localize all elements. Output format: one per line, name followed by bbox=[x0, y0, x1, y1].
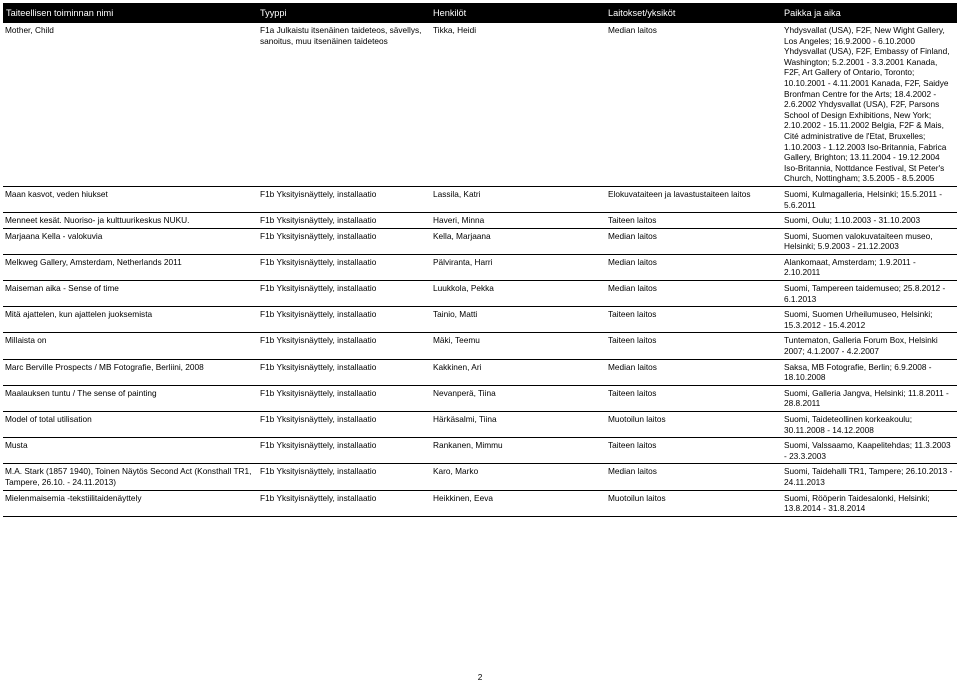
cell-person: Karo, Marko bbox=[430, 464, 605, 490]
cell-type: F1b Yksityisnäyttely, installaatio bbox=[257, 213, 430, 229]
cell-type: F1b Yksityisnäyttely, installaatio bbox=[257, 307, 430, 333]
cell-person: Härkäsalmi, Tiina bbox=[430, 412, 605, 438]
cell-name: Melkweg Gallery, Amsterdam, Netherlands 2011 bbox=[3, 254, 257, 280]
cell-place-time: Suomi, Tampereen taidemuseo; 25.8.2012 - 6.1.2013 bbox=[781, 281, 957, 307]
header-place-time: Paikka ja aika bbox=[781, 3, 957, 23]
cell-unit: Median laitos bbox=[605, 281, 781, 307]
activity-table-container bbox=[3, 3, 957, 517]
table-row bbox=[3, 464, 957, 490]
cell-unit: Median laitos bbox=[605, 23, 781, 186]
cell-unit: Taiteen laitos bbox=[605, 213, 781, 229]
cell-person: Rankanen, Mimmu bbox=[430, 438, 605, 464]
table-row bbox=[3, 359, 957, 385]
cell-unit: Elokuvataiteen ja lavastustaiteen laitos bbox=[605, 186, 781, 212]
cell-person: Kakkinen, Ari bbox=[430, 359, 605, 385]
cell-type: F1b Yksityisnäyttely, installaatio bbox=[257, 438, 430, 464]
cell-person: Nevanperä, Tiina bbox=[430, 385, 605, 411]
cell-name: Maan kasvot, veden hiukset bbox=[3, 186, 257, 212]
table-body bbox=[3, 23, 957, 516]
cell-place-time: Saksa, MB Fotografie, Berlin; 6.9.2008 - 18.10.2008 bbox=[781, 359, 957, 385]
cell-place-time: Alankomaat, Amsterdam; 1.9.2011 - 2.10.2011 bbox=[781, 254, 957, 280]
header-units: Laitokset/yksiköt bbox=[605, 3, 781, 23]
header-type: Tyyppi bbox=[257, 3, 430, 23]
cell-person: Kella, Marjaana bbox=[430, 228, 605, 254]
table-row bbox=[3, 281, 957, 307]
cell-unit: Median laitos bbox=[605, 464, 781, 490]
cell-name: Mitä ajattelen, kun ajattelen juoksemista bbox=[3, 307, 257, 333]
cell-place-time: Suomi, Suomen valokuvataiteen museo, Helsinki; 5.9.2003 - 21.12.2003 bbox=[781, 228, 957, 254]
cell-unit: Taiteen laitos bbox=[605, 333, 781, 359]
cell-name: Maalauksen tuntu / The sense of painting bbox=[3, 385, 257, 411]
table-row bbox=[3, 490, 957, 516]
cell-place-time: Tuntematon, Galleria Forum Box, Helsinki 2007; 4.1.2007 - 4.2.2007 bbox=[781, 333, 957, 359]
cell-unit: Median laitos bbox=[605, 254, 781, 280]
cell-person: Haveri, Minna bbox=[430, 213, 605, 229]
cell-name: Menneet kesät. Nuoriso- ja kulttuurikeskus NUKU. bbox=[3, 213, 257, 229]
cell-name: M.A. Stark (1857 1940), Toinen Näytös Second Act (Konsthall TR1, Tampere, 26.10. - 24.11.2013) bbox=[3, 464, 257, 490]
cell-type: F1b Yksityisnäyttely, installaatio bbox=[257, 254, 430, 280]
cell-place-time: Suomi, Taidehalli TR1, Tampere; 26.10.2013 - 24.11.2013 bbox=[781, 464, 957, 490]
cell-place-time: Suomi, Taideteollinen korkeakoulu; 30.11.2008 - 14.12.2008 bbox=[781, 412, 957, 438]
cell-type: F1b Yksityisnäyttely, installaatio bbox=[257, 333, 430, 359]
cell-type: F1b Yksityisnäyttely, installaatio bbox=[257, 490, 430, 516]
cell-name: Marjaana Kella - valokuvia bbox=[3, 228, 257, 254]
cell-unit: Median laitos bbox=[605, 228, 781, 254]
cell-type: F1b Yksityisnäyttely, installaatio bbox=[257, 385, 430, 411]
cell-name: Mielenmaisemia -tekstiilitaidenäyttely bbox=[3, 490, 257, 516]
cell-place-time: Suomi, Rööperin Taidesalonki, Helsinki; 13.8.2014 - 31.8.2014 bbox=[781, 490, 957, 516]
table-row bbox=[3, 23, 957, 186]
cell-type: F1b Yksityisnäyttely, installaatio bbox=[257, 186, 430, 212]
cell-name: Maiseman aika - Sense of time bbox=[3, 281, 257, 307]
table-row bbox=[3, 412, 957, 438]
cell-person: Luukkola, Pekka bbox=[430, 281, 605, 307]
activity-table bbox=[3, 3, 957, 517]
cell-person: Lassila, Katri bbox=[430, 186, 605, 212]
table-row bbox=[3, 307, 957, 333]
cell-type: F1b Yksityisnäyttely, installaatio bbox=[257, 412, 430, 438]
cell-person: Mäki, Teemu bbox=[430, 333, 605, 359]
table-row bbox=[3, 213, 957, 229]
cell-person: Pälviranta, Harri bbox=[430, 254, 605, 280]
cell-place-time: Suomi, Galleria Jangva, Helsinki; 11.8.2011 - 28.8.2011 bbox=[781, 385, 957, 411]
cell-type: F1a Julkaistu itsenäinen taideteos, sävellys, sanoitus, muu itsenäinen taideteos bbox=[257, 23, 430, 186]
table-row bbox=[3, 186, 957, 212]
cell-type: F1b Yksityisnäyttely, installaatio bbox=[257, 359, 430, 385]
cell-name: Musta bbox=[3, 438, 257, 464]
cell-place-time: Suomi, Suomen Urheilumuseo, Helsinki; 15.3.2012 - 15.4.2012 bbox=[781, 307, 957, 333]
cell-place-time: Suomi, Valssaamo, Kaapelitehdas; 11.3.2003 - 23.3.2003 bbox=[781, 438, 957, 464]
cell-name: Marc Berville Prospects / MB Fotografie, Berliini, 2008 bbox=[3, 359, 257, 385]
header-name: Taiteellisen toiminnan nimi bbox=[3, 3, 257, 23]
header-persons: Henkilöt bbox=[430, 3, 605, 23]
cell-person: Heikkinen, Eeva bbox=[430, 490, 605, 516]
cell-type: F1b Yksityisnäyttely, installaatio bbox=[257, 228, 430, 254]
cell-name: Model of total utilisation bbox=[3, 412, 257, 438]
cell-unit: Median laitos bbox=[605, 359, 781, 385]
cell-name: Mother, Child bbox=[3, 23, 257, 186]
cell-name: Millaista on bbox=[3, 333, 257, 359]
table-row bbox=[3, 254, 957, 280]
cell-person: Tikka, Heidi bbox=[430, 23, 605, 186]
page-number: 2 bbox=[477, 672, 483, 682]
cell-unit: Taiteen laitos bbox=[605, 307, 781, 333]
cell-unit: Muotoilun laitos bbox=[605, 490, 781, 516]
cell-unit: Muotoilun laitos bbox=[605, 412, 781, 438]
cell-place-time: Yhdysvallat (USA), F2F, New Wight Gallery, Los Angeles; 16.9.2000 - 6.10.2000 Yhdysvallat (USA), F2F, Embassy of Finland, Washington; 5.2.2001 - 3.3.2001 Kanada, F2F, Art Gallery of Ontario, Toronto; 10.10.2001 - 4.11.2001 Kanada, F2F, Saidye Bronfman Centre for the Arts; 18.4.2002 - 2.6.2002 Yhdysvallat (USA), F2F, Parsons School of Design Exhibitions, New York; 2.10.2002 - 15.11.2002 Belgia, F2F & Mais, Cité administrative de l'Etat, Bruxelles; 1.10.2003 - 1.12.2003 Iso-Britannia, Fabrica Gallery, Brighton; 13.11.2004 - 19.12.2004 Iso-Britannia, Nottdance Festival, St Peter's Church, Nottingham; 3.5.2005 - 8.5.2005 bbox=[781, 23, 957, 186]
cell-place-time: Suomi, Kulmagalleria, Helsinki; 15.5.2011 - 5.6.2011 bbox=[781, 186, 957, 212]
cell-place-time: Suomi, Oulu; 1.10.2003 - 31.10.2003 bbox=[781, 213, 957, 229]
cell-unit: Taiteen laitos bbox=[605, 438, 781, 464]
cell-person: Tainio, Matti bbox=[430, 307, 605, 333]
header-row bbox=[3, 3, 957, 23]
cell-type: F1b Yksityisnäyttely, installaatio bbox=[257, 464, 430, 490]
table-row bbox=[3, 385, 957, 411]
cell-unit: Taiteen laitos bbox=[605, 385, 781, 411]
table-row bbox=[3, 333, 957, 359]
table-row bbox=[3, 438, 957, 464]
table-row bbox=[3, 228, 957, 254]
cell-type: F1b Yksityisnäyttely, installaatio bbox=[257, 281, 430, 307]
